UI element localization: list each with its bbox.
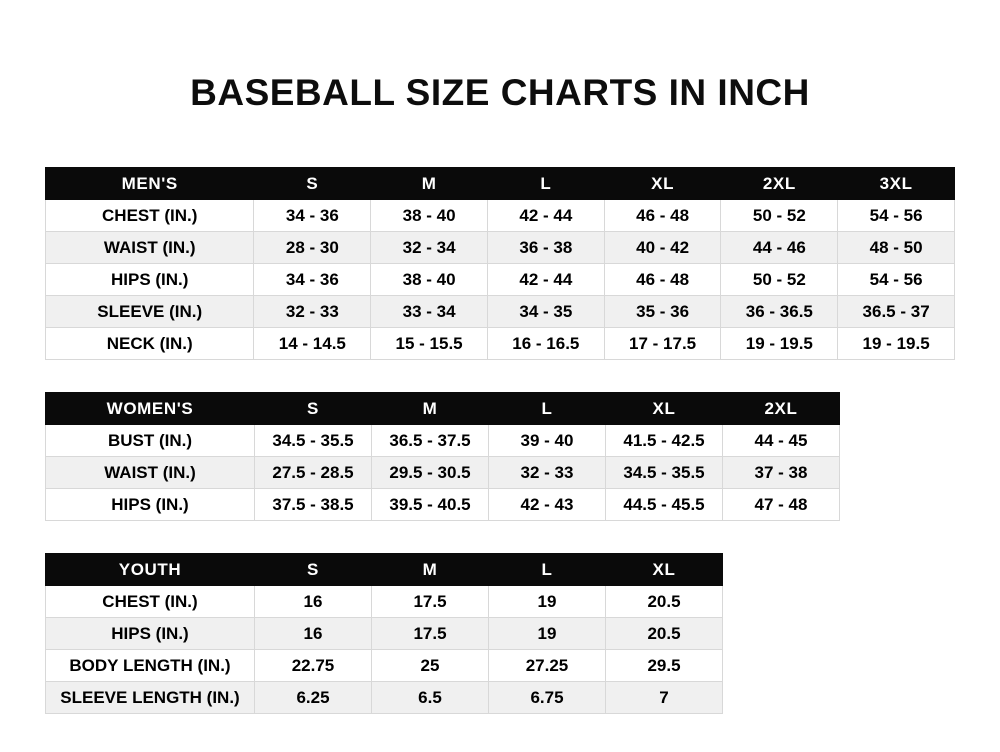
cell-value: 7 [606,682,723,714]
cell-value: 20.5 [606,586,723,618]
cell-value: 37 - 38 [723,457,840,489]
row-label: CHEST (IN.) [46,586,255,618]
cell-value: 50 - 52 [721,200,838,232]
cell-value: 36.5 - 37.5 [372,425,489,457]
cell-value: 6.75 [489,682,606,714]
youth-header-category: YOUTH [46,554,255,586]
cell-value: 44 - 46 [721,232,838,264]
cell-value: 44 - 45 [723,425,840,457]
cell-value: 27.25 [489,650,606,682]
row-label: BODY LENGTH (IN.) [46,650,255,682]
cell-value: 20.5 [606,618,723,650]
table-row [46,232,955,264]
cell-value: 39 - 40 [489,425,606,457]
cell-value: 29.5 - 30.5 [372,457,489,489]
cell-value: 19 [489,618,606,650]
row-label: WAIST (IN.) [46,232,254,264]
cell-value: 16 [255,586,372,618]
table-row [46,489,840,521]
cell-value: 19 - 19.5 [838,328,955,360]
page-title: BASEBALL SIZE CHARTS IN INCH [190,72,810,113]
cell-value: 39.5 - 40.5 [372,489,489,521]
cell-value: 34.5 - 35.5 [606,457,723,489]
mens-header-category: MEN'S [46,168,254,200]
row-label: CHEST (IN.) [46,200,254,232]
cell-value: 38 - 40 [371,200,488,232]
cell-value: 41.5 - 42.5 [606,425,723,457]
cell-value: 25 [372,650,489,682]
womens-header-2xl: 2XL [723,393,840,425]
mens-header-m: M [371,168,488,200]
cell-value: 33 - 34 [371,296,488,328]
cell-value: 34 - 36 [254,264,371,296]
cell-value: 28 - 30 [254,232,371,264]
table-header-row [46,393,840,425]
cell-value: 50 - 52 [721,264,838,296]
cell-value: 19 [489,586,606,618]
row-label: HIPS (IN.) [46,618,255,650]
womens-size-table [45,392,840,521]
table-header-row [46,168,955,200]
cell-value: 34.5 - 35.5 [255,425,372,457]
cell-value: 42 - 43 [489,489,606,521]
row-label: BUST (IN.) [46,425,255,457]
cell-value: 40 - 42 [604,232,721,264]
cell-value: 42 - 44 [487,200,604,232]
youth-header-s: S [255,554,372,586]
cell-value: 14 - 14.5 [254,328,371,360]
table-row [46,682,723,714]
cell-value: 32 - 33 [254,296,371,328]
cell-value: 17 - 17.5 [604,328,721,360]
cell-value: 36 - 36.5 [721,296,838,328]
cell-value: 27.5 - 28.5 [255,457,372,489]
youth-header-l: L [489,554,606,586]
row-label: NECK (IN.) [46,328,254,360]
table-header-row [46,554,723,586]
table-row [46,425,840,457]
mens-header-l: L [487,168,604,200]
cell-value: 16 - 16.5 [487,328,604,360]
womens-header-s: S [255,393,372,425]
cell-value: 32 - 33 [489,457,606,489]
cell-value: 36 - 38 [487,232,604,264]
youth-header-m: M [372,554,489,586]
cell-value: 47 - 48 [723,489,840,521]
cell-value: 19 - 19.5 [721,328,838,360]
table-row [46,328,955,360]
table-row [46,296,955,328]
tables-container [0,167,1000,714]
cell-value: 36.5 - 37 [838,296,955,328]
cell-value: 44.5 - 45.5 [606,489,723,521]
womens-header-category: WOMEN'S [46,393,255,425]
womens-header-m: M [372,393,489,425]
youth-header-xl: XL [606,554,723,586]
mens-header-s: S [254,168,371,200]
youth-size-table [45,553,723,714]
table-row [46,586,723,618]
table-row [46,457,840,489]
cell-value: 35 - 36 [604,296,721,328]
row-label: WAIST (IN.) [46,457,255,489]
cell-value: 48 - 50 [838,232,955,264]
cell-value: 6.25 [255,682,372,714]
cell-value: 17.5 [372,618,489,650]
row-label: SLEEVE (IN.) [46,296,254,328]
cell-value: 17.5 [372,586,489,618]
cell-value: 34 - 35 [487,296,604,328]
cell-value: 15 - 15.5 [371,328,488,360]
womens-header-xl: XL [606,393,723,425]
mens-header-3xl: 3XL [838,168,955,200]
cell-value: 54 - 56 [838,264,955,296]
mens-header-2xl: 2XL [721,168,838,200]
cell-value: 34 - 36 [254,200,371,232]
mens-size-table [45,167,955,360]
cell-value: 46 - 48 [604,264,721,296]
womens-header-l: L [489,393,606,425]
table-row [46,650,723,682]
table-row [46,200,955,232]
cell-value: 38 - 40 [371,264,488,296]
cell-value: 37.5 - 38.5 [255,489,372,521]
cell-value: 16 [255,618,372,650]
table-row [46,618,723,650]
table-row [46,264,955,296]
row-label: HIPS (IN.) [46,264,254,296]
cell-value: 54 - 56 [838,200,955,232]
cell-value: 42 - 44 [487,264,604,296]
cell-value: 46 - 48 [604,200,721,232]
cell-value: 32 - 34 [371,232,488,264]
cell-value: 6.5 [372,682,489,714]
row-label: SLEEVE LENGTH (IN.) [46,682,255,714]
cell-value: 29.5 [606,650,723,682]
mens-header-xl: XL [604,168,721,200]
row-label: HIPS (IN.) [46,489,255,521]
cell-value: 22.75 [255,650,372,682]
